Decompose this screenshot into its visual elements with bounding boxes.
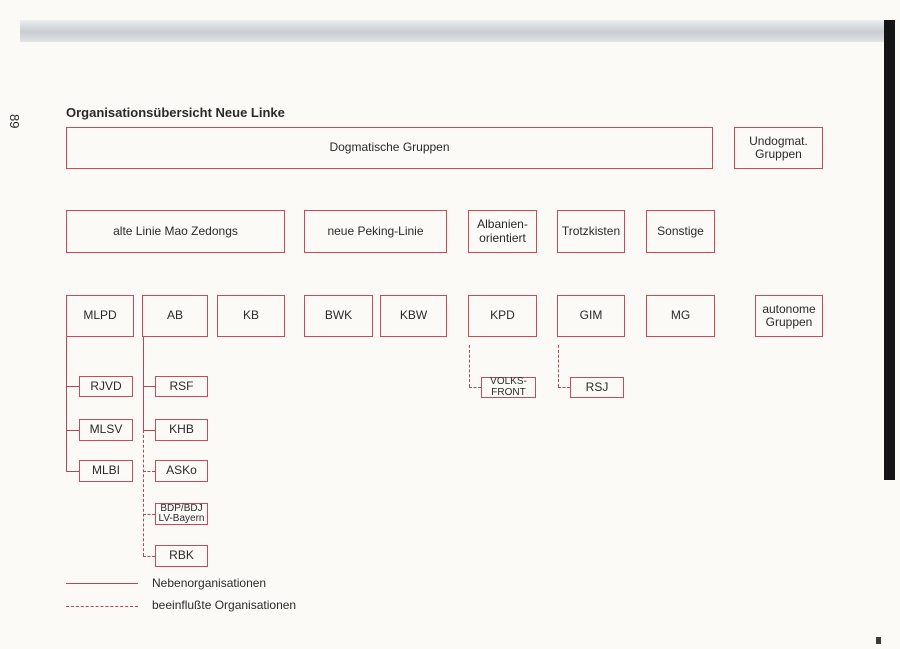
box-label: KBW bbox=[399, 308, 428, 323]
box-label: GIM bbox=[579, 308, 603, 323]
connector-mlpd-vertical bbox=[66, 337, 67, 471]
box-trotzkisten bbox=[557, 210, 625, 253]
box-label: RSJ bbox=[585, 379, 609, 394]
box-mlpd bbox=[66, 295, 134, 337]
box-kpd bbox=[468, 295, 537, 337]
box-label: Trotzkisten bbox=[561, 223, 621, 238]
box-label: RJVD bbox=[90, 378, 122, 393]
box-kbw bbox=[380, 295, 447, 337]
box-gim bbox=[557, 295, 625, 337]
page-number: 89 bbox=[7, 114, 22, 129]
box-volksfront bbox=[481, 377, 536, 398]
top-scan-band bbox=[20, 20, 888, 42]
box-asko bbox=[155, 460, 208, 482]
connector-mlpd-mlbi bbox=[66, 471, 79, 472]
box-neue-peking-linie bbox=[304, 210, 447, 253]
box-label: alte Linie Mao Zedongs bbox=[113, 223, 238, 238]
box-kb bbox=[217, 295, 285, 337]
box-label: Sonstige bbox=[657, 223, 704, 238]
box-label: KPD bbox=[490, 308, 515, 323]
connector-kpd-vertical bbox=[469, 345, 470, 387]
box-label: MLSV bbox=[89, 422, 123, 437]
box-albanien-orientiert bbox=[468, 210, 537, 253]
box-bdp-bdj-lv-bayern bbox=[155, 503, 208, 525]
connector-ab-vertical-solid bbox=[143, 337, 144, 430]
box-label: autonome Gruppen bbox=[762, 301, 816, 329]
connector-ab-asko bbox=[143, 471, 155, 472]
legend-dashed-line bbox=[66, 606, 138, 607]
legend-dashed-label: beeinflußte Organisationen bbox=[152, 598, 297, 612]
connector-ab-vertical-dashed bbox=[143, 430, 144, 556]
connector-mlpd-mlsv bbox=[66, 430, 79, 431]
corner-mark bbox=[876, 637, 881, 644]
box-khb bbox=[155, 419, 208, 441]
box-label: KB bbox=[242, 308, 259, 323]
box-label: MLBI bbox=[91, 463, 120, 478]
box-ab bbox=[142, 295, 208, 337]
connector-ab-bdp bbox=[143, 514, 155, 515]
box-label: MLPD bbox=[83, 308, 117, 323]
connector-ab-khb bbox=[143, 430, 155, 431]
box-undogmatische-gruppen bbox=[734, 127, 823, 169]
box-mlbi bbox=[79, 460, 133, 482]
box-label: RSF bbox=[169, 378, 194, 393]
box-rsj bbox=[570, 377, 624, 398]
legend-solid-line bbox=[66, 583, 138, 584]
box-label: MG bbox=[670, 308, 691, 323]
box-alte-linie-mao bbox=[66, 210, 285, 253]
box-rsf bbox=[155, 376, 208, 397]
box-label: VOLKS-FRONT bbox=[490, 376, 527, 398]
box-rjvd bbox=[79, 376, 133, 397]
box-label: ASKo bbox=[166, 463, 197, 478]
connector-ab-rbk bbox=[143, 556, 155, 557]
right-edge-bar bbox=[884, 20, 895, 480]
box-label: Dogmatische Gruppen bbox=[329, 140, 450, 155]
box-label: neue Peking-Linie bbox=[327, 223, 424, 238]
connector-gim-vertical bbox=[558, 345, 559, 387]
box-mlsv bbox=[79, 419, 133, 441]
box-mg bbox=[646, 295, 715, 337]
box-bwk bbox=[304, 295, 373, 337]
box-rbk bbox=[155, 545, 208, 567]
box-label: KHB bbox=[169, 422, 194, 437]
chart-title: Organisationsübersicht Neue Linke bbox=[66, 105, 285, 120]
connector-kpd-volksfront bbox=[469, 387, 481, 388]
box-autonome-gruppen bbox=[755, 295, 823, 337]
box-label: Albanien-orientiert bbox=[477, 217, 528, 245]
box-label: AB bbox=[166, 308, 183, 323]
legend-solid-label: Nebenorganisationen bbox=[152, 576, 267, 590]
box-label: RBK bbox=[169, 548, 194, 563]
box-sonstige bbox=[646, 210, 715, 253]
box-label: BWK bbox=[324, 308, 353, 323]
box-label: Undogmat. Gruppen bbox=[749, 133, 808, 161]
connector-ab-rsf bbox=[143, 386, 155, 387]
connector-mlpd-rjvd bbox=[66, 386, 79, 387]
box-dogmatische-gruppen bbox=[66, 127, 713, 169]
connector-gim-rsj bbox=[558, 387, 570, 388]
box-label: BDP/BDJ LV-Bayern bbox=[158, 502, 205, 524]
